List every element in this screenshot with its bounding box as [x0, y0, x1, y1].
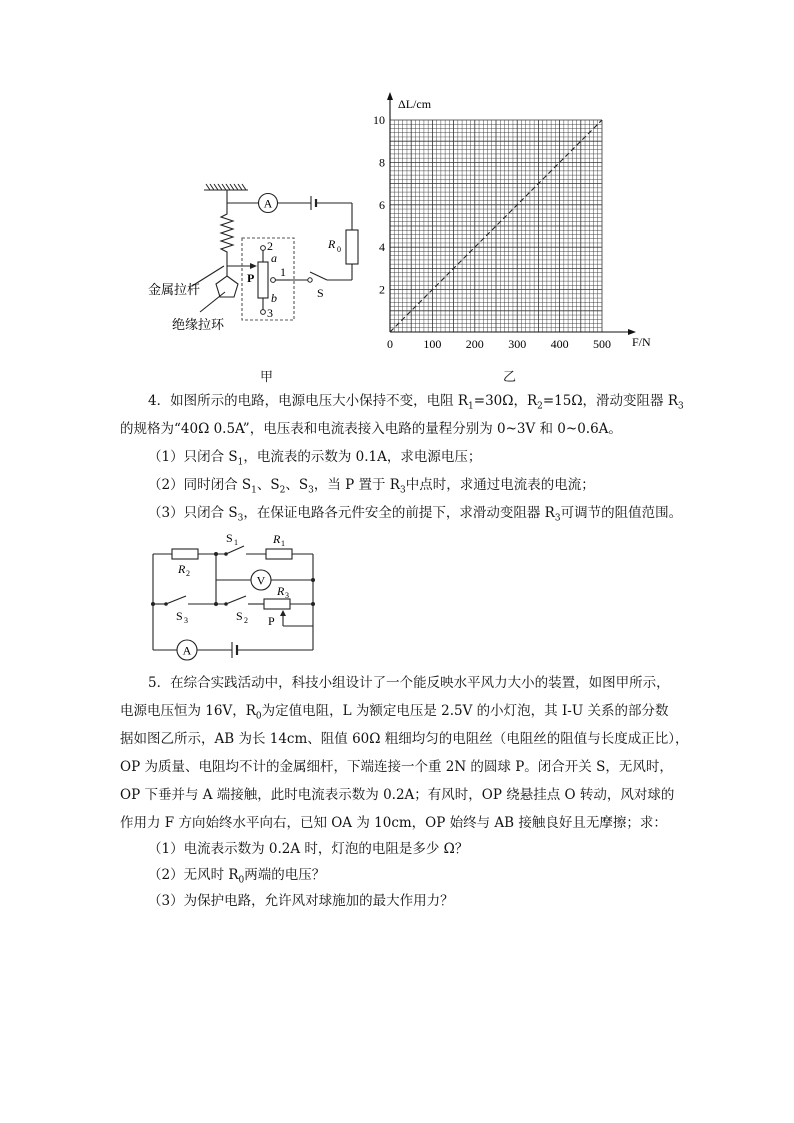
point-b-label: b: [271, 291, 277, 305]
ammeter-label: A: [263, 196, 273, 211]
s2-sub: 2: [244, 616, 248, 625]
s2-label: S: [236, 609, 243, 623]
x-tick-label: 400: [550, 337, 569, 351]
x-axis-label: F/N: [632, 335, 651, 349]
figure-yi-chart: [360, 92, 660, 362]
r2-label: R: [178, 562, 186, 576]
q5-part-2: （2）无风时 $R_0$两端的电压？: [148, 867, 326, 886]
figure-jia-caption: 甲: [260, 370, 274, 385]
s1-label: S: [226, 532, 233, 545]
q4-part-1: （1）只闭合 $S_1$，电流表的示数为 0.1A，求电源电压；: [148, 449, 482, 468]
spring-zigzag: [221, 210, 233, 262]
y-axis-label: ΔL/cm: [398, 97, 432, 111]
insulating-ring-label: 绝缘拉环: [172, 317, 225, 332]
r3-label: R: [277, 584, 285, 598]
q5-part-3: （3）为保护电路，允许风对球施加的最大作用力？: [148, 893, 454, 909]
voltmeter-label: V: [256, 573, 266, 588]
s1-sub: 1: [234, 538, 238, 547]
r0-sub: 0: [337, 245, 341, 254]
s3-sub: 3: [184, 616, 188, 625]
r3-sub: 3: [285, 591, 289, 600]
q5-line-4: OP 为质量、电阻均不计的金属细杆，下端连接一个重 2N 的圆球 P。闭合开关 S，无风时，: [120, 759, 673, 775]
q4-circuit: [140, 532, 340, 668]
ammeter-q4-label: A: [182, 643, 192, 658]
y-tick-label: 6: [379, 197, 385, 212]
x-tick-label: 300: [508, 337, 527, 351]
x-tick-label: 500: [593, 337, 611, 351]
r2-resistor: [172, 549, 198, 559]
r1-sub: 1: [281, 539, 285, 548]
terminal-1-label: 1: [280, 265, 286, 279]
q5-part-1: （1）电流表示数为 0.2A 时，灯泡的电阻是多少 Ω？: [148, 841, 469, 857]
q5-line-5: OP 下垂并与 A 端接触，此时电流表示数为 0.2A；有风时，OP 绕悬挂点 O 转动，风对球的: [120, 787, 675, 803]
q5-line-1: 5．在综合实践活动中，科技小组设计了一个能反映水平风力大小的装置，如图甲所示，: [148, 675, 670, 691]
switch-s-label: S: [317, 286, 324, 300]
s3-label: S: [176, 609, 183, 623]
point-a-label: a: [271, 251, 277, 265]
q5-line-3: 据如图乙所示，AB 为长 14cm、阻值 60Ω 粗细均匀的电阻丝（电阻丝的阻值与长度成正比），: [120, 731, 689, 747]
x-tick-label: 100: [423, 337, 442, 351]
r1-label: R: [273, 532, 281, 546]
x-tick-label: 0: [387, 337, 393, 351]
y-tick-label: 10: [373, 113, 385, 127]
q4-part-2: （2）同时闭合 $S_1$、$S_2$、$S_3$，当 P 置于 $R_3$中点时，求通过电流表的电流；: [148, 477, 595, 496]
r0-label: R: [328, 237, 336, 251]
x-tick-label: 200: [465, 337, 484, 351]
metal-rod-label: 金属拉杆: [148, 282, 201, 297]
y-tick-label: 4: [379, 240, 385, 255]
terminal-2-label: 2: [267, 239, 273, 253]
r2-sub: 2: [186, 569, 190, 578]
y-tick-label: 8: [379, 155, 385, 170]
q4-part-3: （3）只闭合 $S_3$，在保证电路各元件安全的前提下，求滑动变阻器 $R_3$可调节的阻值范围。: [148, 505, 683, 524]
figure-jia-circuit: [130, 180, 370, 350]
y-tick-label: 2: [379, 282, 385, 297]
y-axis-arrow: [387, 92, 393, 100]
slider-p-q4-label: P: [268, 614, 275, 628]
slider-p-label: P: [247, 271, 255, 285]
insulating-ring-shape: [216, 276, 238, 297]
q4-line-1: 4．如图所示的电路，电源电压大小保持不变，电阻 $R_1=30\Omega$，$R_2=15\Omega$，滑动变阻器 $R_3$: [148, 393, 684, 412]
terminal-3-label: 3: [267, 306, 273, 320]
ceiling-hatch: [204, 184, 248, 190]
q5-line-2: 电源电压恒为 16V，$R_0$为定值电阻，L 为额定电压是 2.5V 的小灯泡，其 I-U 关系的部分数: [120, 703, 669, 722]
q5-line-6: 作用力 F 方向始终水平向右，已知 OA 为 10cm，OP 始终与 AB 接触良好且无摩擦；求：: [120, 815, 667, 831]
figure-yi-caption: 乙: [503, 370, 517, 385]
r3-rheostat: [264, 599, 290, 609]
q4-line-2: 的规格为“40Ω 0.5A”，电压表和电流表接入电路的量程分别为 0~3V 和 0~0.6A。: [120, 421, 622, 437]
r1-resistor: [266, 549, 292, 559]
